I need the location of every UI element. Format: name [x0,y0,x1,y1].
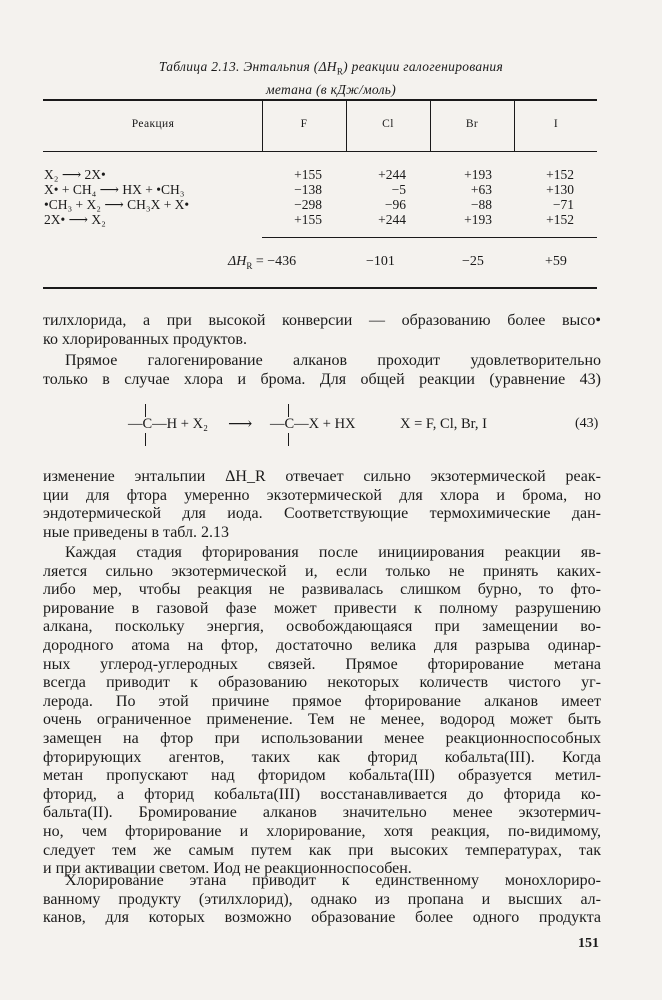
text-line: и при активации светом. Иод не реакционноспособен. [43,860,412,878]
col-cl-values [346,167,406,227]
equation-condition: X = F, Cl, Br, I [400,416,487,432]
text-line: ных углерод-углеродных связей. Прямое фторирование метана [43,655,601,673]
header-cl: Cl [382,118,394,130]
text-line: очень ограниченное применение. Тем не менее, водород может быть [43,711,601,729]
header-reaction: Реакция [131,118,175,130]
text-line: лерода. По этой причине прямое фторирование алканов имеет [43,692,601,710]
text-line: только в случае хлора и брома. Для общей реакции (уравнение 43) [43,370,601,388]
bond-vertical [145,433,146,446]
equation-left: —C—H + X₂ [128,416,209,432]
cell-cl: −96 [384,197,406,212]
text-line: эндотермической для иода. Соответствующие термохимические дан- [43,505,601,523]
reaction-list [44,167,189,227]
text-line: метан пропускают над фторидом кобальта(III) образуется метил- [43,767,601,785]
equation-arrow: ⟶ [228,414,253,433]
cell-br: +193 [464,167,492,182]
text-line: алкана, поскольку энергия, освобождающаяся при замещении во- [43,618,601,636]
header-f: F [300,118,308,130]
paragraph-4 [43,544,601,879]
reaction-row: X• + CH₄ ⟶ HX + •CH₃ [44,182,185,197]
text-line: Каждая стадия фторирования после инициирования реакции яв- [65,544,601,561]
text-line: следует тем же самым путем как при высоких температурах, так [43,841,601,859]
text-line: изменение энтальпии ΔH_R отвечает сильно экзотермической реак- [43,468,601,485]
cell-i: +152 [546,212,574,227]
cell-br: +193 [464,212,492,227]
text-line: тилхлорида, а при высокой конверсии — образованию более высо• [43,312,601,329]
cell-cl: +244 [378,212,406,227]
text-line: рирование в газовой фазе может привести к полному разрушению [43,599,601,617]
cell-f: −298 [294,197,322,212]
text-line: ко хлорированных продуктов. [43,330,247,348]
text-line: Прямое галогенирование алканов проходит удовлетворительно [65,352,601,369]
cell-cl: −5 [391,182,406,197]
paragraph-1 [43,312,601,349]
equation-right: —C—X + HX [270,416,356,432]
text-line: всегда приводит к образованию некоторых количеств чистого уг- [43,674,601,692]
reaction-row: •CH₃ + X₂ ⟶ CH₃X + X• [44,197,190,212]
text-line: ляется сильно экзотермической и, если только не принять каких- [43,562,601,580]
col-f-values [262,167,322,227]
header-br: Br [465,118,479,130]
col-i-values [514,167,574,227]
table-header-rule [43,151,597,152]
paragraph-3 [43,468,601,542]
bond-vertical [288,433,289,446]
table-bottom-rule [43,287,597,289]
text-line: замещен на фтор при использовании менее реакционноспособных [43,729,601,747]
cell-br: −88 [470,197,492,212]
text-line: ванному продукту (этилхлорид), однако из пропана и высших ал- [43,890,601,908]
cell-br: +63 [470,182,492,197]
col-br-values [430,167,492,227]
reaction-row: X₂ ⟶ 2X• [44,167,106,182]
equation-number: (43) [575,416,599,431]
paragraph-5 [43,872,601,928]
text-line: но, чем фторирование и хлорирование, хотя реакция, по-видимому, [43,822,601,840]
text-line: фторирующих агентов, таких как фторид кобальта(III). Когда [43,748,601,766]
caption-line-2: метана (в кДж/моль) [265,81,397,97]
page-number: 151 [578,936,599,951]
header-i: I [553,118,559,130]
cell-f: +155 [294,212,322,227]
text-line: фторид, а фторид кобальта(III) восстанавливается до фторида ко- [43,785,601,803]
sum-br: −25 [462,254,484,269]
text-line: ции для фтора умеренно экзотермической для хлора и брома, но [43,486,601,504]
sum-i: +59 [545,254,567,269]
text-line: канов, для которых возможно образование более одного продукта [43,909,601,927]
sum-label-f: $\Delta H_R = -436$ [228,254,297,271]
cell-f: +155 [294,167,322,182]
table-sum-rule [262,237,597,238]
reaction-row: 2X• ⟶ X₂ [44,212,106,227]
sum-cl: −101 [366,254,395,269]
cell-f: −138 [294,182,322,197]
caption-line-1: Таблица 2.13. Энтальпия $(\Delta H_R)$ реакции галогенирования [158,59,504,77]
text-line: бальта(II). Бромирование алканов значительно менее экзотермич- [43,804,601,822]
text-line: Хлорирование этана приводит к единственному монохлориро- [65,872,601,889]
cell-cl: +244 [378,167,406,182]
cell-i: −71 [552,197,574,212]
table-caption [0,58,662,98]
text-line: либо мер, чтобы реакция не развивалась слишком бурно, то фто- [43,581,601,599]
text-line: ные приведены в табл. 2.13 [43,523,230,541]
cell-i: +130 [546,182,574,197]
cell-i: +152 [546,167,574,182]
paragraph-2 [43,352,601,389]
text-line: дородного атома на фтор, достаточно велика для разрыва одинар- [43,636,601,654]
